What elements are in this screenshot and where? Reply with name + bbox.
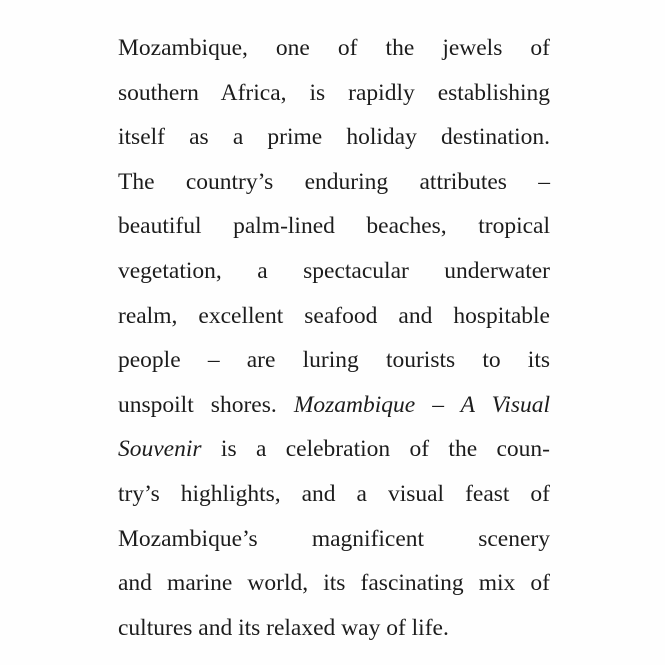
line-text: southern Africa, is rapidly establishing [118, 79, 550, 106]
text-line [118, 472, 550, 517]
line-text: people – are luring tourists to its [118, 347, 550, 374]
text-line [118, 427, 550, 472]
line-text: itself as a prime holiday destination. [118, 124, 550, 151]
text-line [118, 160, 550, 205]
line-text: unspoilt shores. [118, 391, 294, 418]
line-text: vegetation, a spectacular underwater [118, 257, 550, 284]
text-line [118, 71, 550, 116]
line-text: realm, excellent seafood and hospitable [118, 302, 550, 329]
blurb-paragraph [118, 26, 550, 650]
line-text: and marine world, its fascinating mix of [118, 570, 550, 597]
text-line [118, 294, 550, 339]
text-line [118, 338, 550, 383]
text-line [118, 383, 550, 428]
line-text: Mozambique, one of the jewels of [118, 35, 550, 61]
book-title-italic: Souvenir [118, 436, 202, 463]
text-line [118, 561, 550, 606]
book-title-italic: Mozambique – A Visual [293, 391, 550, 418]
text-line [118, 517, 550, 562]
line-text: cultures and its relaxed way of life. [118, 614, 449, 641]
line-text: beautiful palm-lined beaches, tropical [118, 213, 550, 240]
line-text: Mozambique’s magnificent scenery [118, 525, 550, 552]
text-line [118, 606, 550, 651]
text-line [118, 26, 550, 71]
line-text: try’s highlights, and a visual feast of [118, 480, 550, 507]
line-text: is a celebration of the coun- [201, 436, 550, 463]
text-line [118, 204, 550, 249]
text-line [118, 115, 550, 160]
line-text: The country’s enduring attributes – [118, 168, 550, 195]
text-line [118, 249, 550, 294]
